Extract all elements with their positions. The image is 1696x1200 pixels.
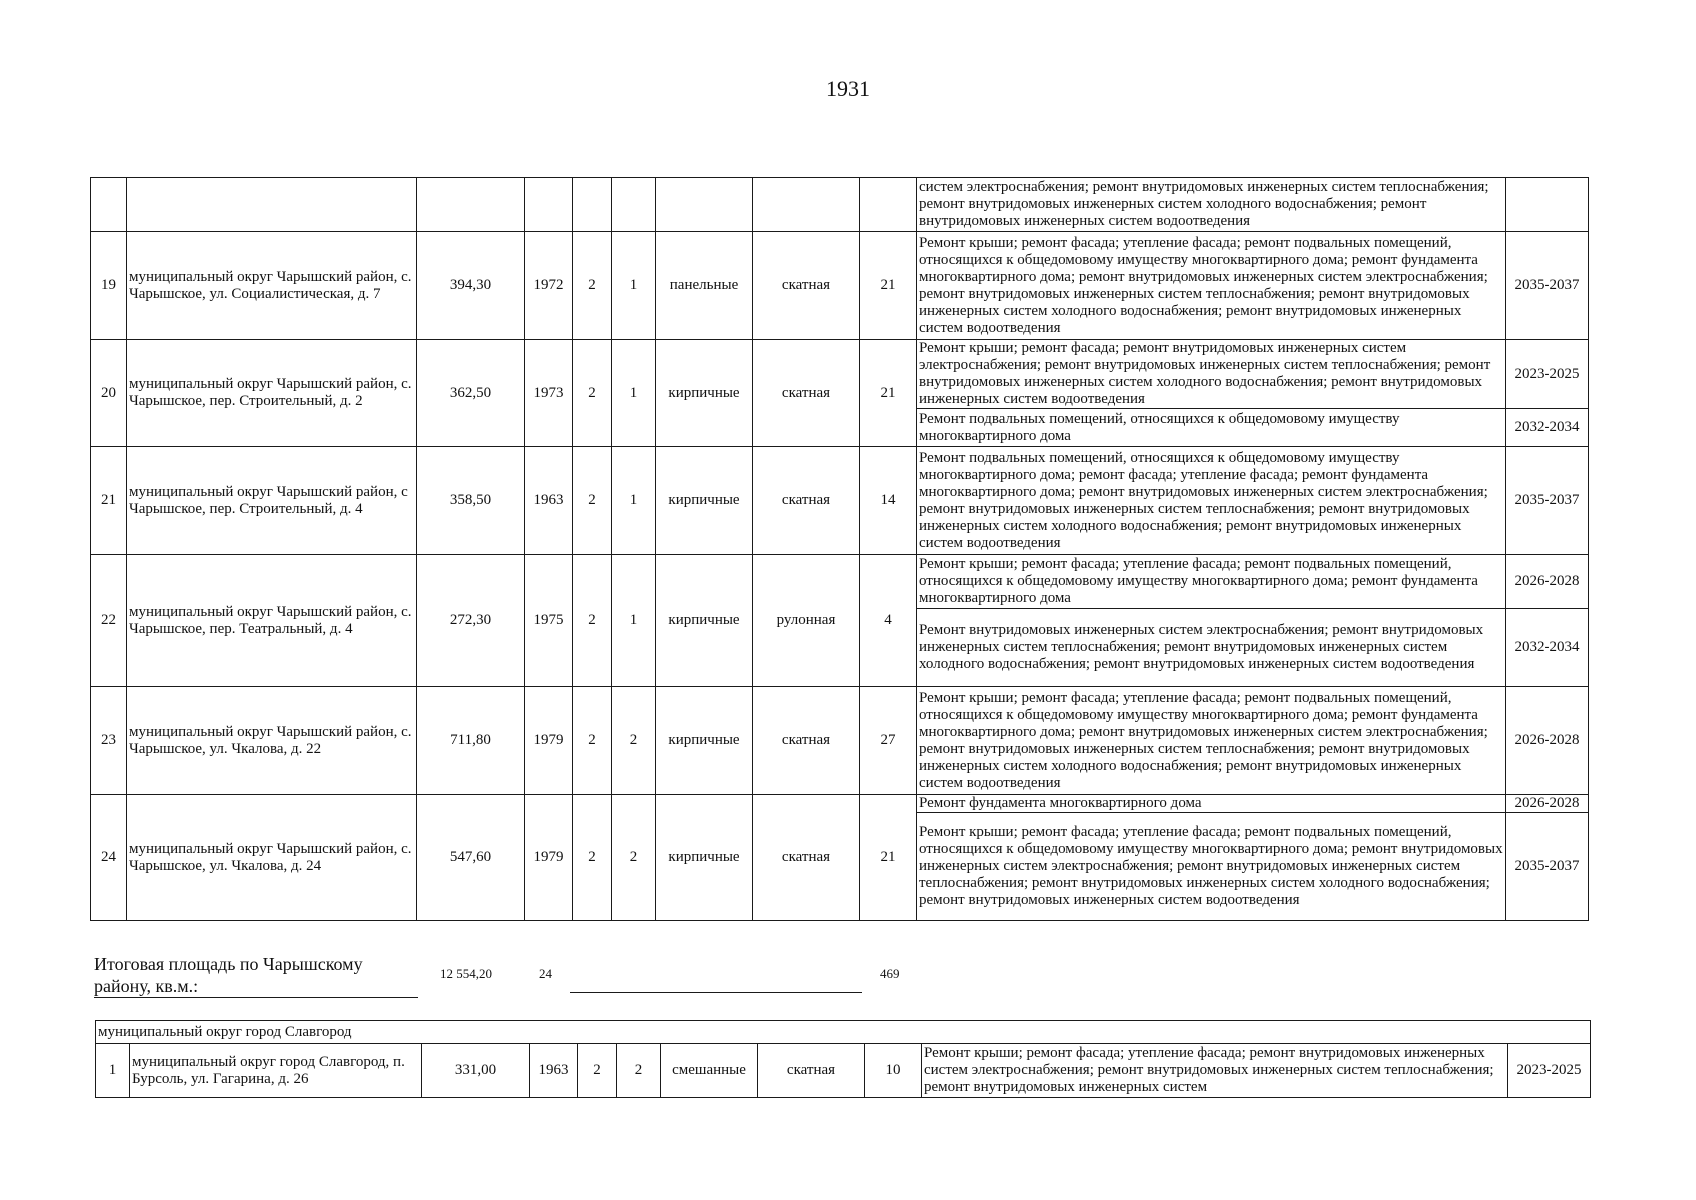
row-number: 23 [91, 687, 127, 795]
apartments-cell: 14 [860, 447, 917, 555]
address-cell: муниципальный округ Чарышский район, с. Чарышское, ул. Социалистическая, д. 7 [127, 232, 417, 340]
period-cell: 2032-2034 [1506, 609, 1589, 687]
walls-cell: смешанные [661, 1044, 758, 1098]
roof-cell: скатная [753, 687, 860, 795]
apartments-cell: 21 [860, 795, 917, 921]
address-cell: муниципальный округ Чарышский район, с. Чарышское, пер. Строительный, д. 2 [127, 340, 417, 447]
year-cell: 1979 [525, 687, 573, 795]
walls-cell: кирпичные [656, 795, 753, 921]
total-underline [570, 992, 862, 993]
address-cell: муниципальный округ Чарышский район, с Чарышское, пер. Строительный, д. 4 [127, 447, 417, 555]
year-cell [525, 178, 573, 232]
roof-cell: скатная [753, 232, 860, 340]
total-houses: 24 [539, 966, 552, 981]
roof-cell: рулонная [753, 555, 860, 687]
area-cell: 358,50 [417, 447, 525, 555]
address-cell: муниципальный округ Чарышский район, с. Чарышское, ул. Чкалова, д. 22 [127, 687, 417, 795]
roof-cell: скатная [753, 340, 860, 447]
address-cell: муниципальный округ Чарышский район, с. Чарышское, ул. Чкалова, д. 24 [127, 795, 417, 921]
year-cell: 1979 [525, 795, 573, 921]
table-row [91, 178, 1589, 232]
entrances-cell: 2 [612, 687, 656, 795]
row-number: 19 [91, 232, 127, 340]
district-header-row [96, 1021, 1591, 1044]
works-cell: Ремонт крыши; ремонт фасада; утепление фасада; ремонт подвальных помещений, относящихся к общедомовому имуществу многоквартирного дома; ремонт фундамента многоквартирного дома; ремонт внутридомовых инженерных систем электроснабжения; ремонт внутридомовых инженерных систем теплоснабжения; ремонт внутридомовых инженерных систем холодного водоснабжения; ремонт внутридомовых инженерных систем водоотведения [917, 687, 1506, 795]
entrances-cell: 1 [612, 447, 656, 555]
walls-cell: кирпичные [656, 555, 753, 687]
roof-cell: скатная [758, 1044, 865, 1098]
area-cell [417, 178, 525, 232]
apartments-cell [860, 178, 917, 232]
row-number: 20 [91, 340, 127, 447]
floors-cell: 2 [573, 795, 612, 921]
year-cell: 1975 [525, 555, 573, 687]
area-cell: 547,60 [417, 795, 525, 921]
floors-cell: 2 [573, 687, 612, 795]
table-row [91, 687, 1589, 795]
floors-cell: 2 [573, 447, 612, 555]
period-cell: 2026-2028 [1506, 687, 1589, 795]
entrances-cell [612, 178, 656, 232]
apartments-cell: 21 [860, 340, 917, 447]
floors-cell [573, 178, 612, 232]
roof-cell: скатная [753, 795, 860, 921]
area-cell: 394,30 [417, 232, 525, 340]
year-cell: 1972 [525, 232, 573, 340]
apartments-cell: 4 [860, 555, 917, 687]
walls-cell [656, 178, 753, 232]
floors-cell: 2 [573, 232, 612, 340]
works-cell: Ремонт подвальных помещений, относящихся к общедомовому имуществу многоквартирного дома [917, 409, 1506, 447]
table-row [91, 555, 1589, 609]
works-cell: Ремонт крыши; ремонт фасада; утепление фасада; ремонт внутридомовых инженерных систем электроснабжения; ремонт внутридомовых инженерных систем теплоснабжения; ремонт внутридомовых инженерных систем [922, 1044, 1508, 1098]
works-cell: Ремонт крыши; ремонт фасада; утепление фасада; ремонт подвальных помещений, относящихся к общедомовому имуществу многоквартирного дома; ремонт фундамента многоквартирного дома [917, 555, 1506, 609]
period-cell: 2023-2025 [1508, 1044, 1591, 1098]
works-cell: Ремонт крыши; ремонт фасада; утепление фасада; ремонт подвальных помещений, относящихся к общедомовому имуществу многоквартирного дома; ремонт фундамента многоквартирного дома; ремонт внутридомовых инженерных систем электроснабжения; ремонт внутридомовых инженерных систем теплоснабжения; ремонт внутридомовых инженерных систем холодного водоснабжения; ремонт внутридомовых инженерных систем водоотведения [917, 232, 1506, 340]
walls-cell: панельные [656, 232, 753, 340]
address-cell: муниципальный округ город Славгород, п. Бурсоль, ул. Гагарина, д. 26 [130, 1044, 422, 1098]
roof-cell: скатная [753, 447, 860, 555]
apartments-cell: 27 [860, 687, 917, 795]
total-apartments: 469 [880, 966, 900, 981]
row-number [91, 178, 127, 232]
row-number: 24 [91, 795, 127, 921]
works-cell: Ремонт крыши; ремонт фасада; ремонт внутридомовых инженерных систем электроснабжения; ремонт внутридомовых инженерных систем теплоснабжения; ремонт внутридомовых инженерных систем холодного водоснабжения; ремонт внутридомовых инженерных систем водоотведения [917, 340, 1506, 409]
row-number: 21 [91, 447, 127, 555]
year-cell: 1963 [525, 447, 573, 555]
row-number: 22 [91, 555, 127, 687]
floors-cell: 2 [578, 1044, 617, 1098]
row-number: 1 [96, 1044, 130, 1098]
entrances-cell: 2 [612, 795, 656, 921]
page-number: 1931 [826, 76, 870, 101]
table-row [96, 1044, 1591, 1098]
area-cell: 711,80 [417, 687, 525, 795]
total-area: 12 554,20 [440, 966, 492, 981]
housing-table [90, 177, 1589, 921]
walls-cell: кирпичные [656, 447, 753, 555]
works-cell: систем электроснабжения; ремонт внутридомовых инженерных систем теплоснабжения; ремонт внутридомовых инженерных систем холодного водоснабжения; ремонт внутридомовых инженерных систем водоотведения [917, 178, 1506, 232]
area-cell: 331,00 [422, 1044, 530, 1098]
apartments-cell: 21 [860, 232, 917, 340]
works-cell: Ремонт фундамента многоквартирного дома [917, 795, 1506, 813]
period-cell: 2035-2037 [1506, 447, 1589, 555]
entrances-cell: 1 [612, 340, 656, 447]
period-cell [1506, 178, 1589, 232]
entrances-cell: 1 [612, 232, 656, 340]
works-cell: Ремонт внутридомовых инженерных систем электроснабжения; ремонт внутридомовых инженерных систем теплоснабжения; ремонт внутридомовых инженерных систем холодного водоснабжения; ремонт внутридомовых инженерных систем водоотведения [917, 609, 1506, 687]
total-label: Итоговая площадь по Чарышскому району, кв.м.: [94, 953, 418, 998]
floors-cell: 2 [573, 555, 612, 687]
walls-cell: кирпичные [656, 687, 753, 795]
table-row [91, 447, 1589, 555]
roof-cell [753, 178, 860, 232]
address-cell: муниципальный округ Чарышский район, с. Чарышское, пер. Театральный, д. 4 [127, 555, 417, 687]
period-cell: 2026-2028 [1506, 555, 1589, 609]
address-cell [127, 178, 417, 232]
district-title: муниципальный округ город Славгород [96, 1021, 1591, 1044]
table-row [91, 232, 1589, 340]
entrances-cell: 1 [612, 555, 656, 687]
apartments-cell: 10 [865, 1044, 922, 1098]
slavgorod-table [95, 1020, 1591, 1098]
entrances-cell: 2 [617, 1044, 661, 1098]
period-cell: 2035-2037 [1506, 232, 1589, 340]
period-cell: 2032-2034 [1506, 409, 1589, 447]
area-cell: 362,50 [417, 340, 525, 447]
works-cell: Ремонт подвальных помещений, относящихся к общедомовому имуществу многоквартирного дома; ремонт фасада; утепление фасада; ремонт фундамента многоквартирного дома; ремонт внутридомовых инженерных систем электроснабжения; ремонт внутридомовых инженерных систем теплоснабжения; ремонт внутридомовых инженерных систем холодного водоснабжения; ремонт внутридомовых инженерных систем водоотведения [917, 447, 1506, 555]
year-cell: 1963 [530, 1044, 578, 1098]
works-cell: Ремонт крыши; ремонт фасада; утепление фасада; ремонт подвальных помещений, относящихся к общедомовому имуществу многоквартирного дома; ремонт внутридомовых инженерных систем электроснабжения; ремонт внутридомовых инженерных систем теплоснабжения; ремонт внутридомовых инженерных систем холодного водоснабжения; ремонт внутридомовых инженерных систем водоотведения [917, 813, 1506, 921]
walls-cell: кирпичные [656, 340, 753, 447]
table-row [91, 340, 1589, 409]
floors-cell: 2 [573, 340, 612, 447]
table-row [91, 795, 1589, 813]
year-cell: 1973 [525, 340, 573, 447]
period-cell: 2023-2025 [1506, 340, 1589, 409]
period-cell: 2026-2028 [1506, 795, 1589, 813]
period-cell: 2035-2037 [1506, 813, 1589, 921]
area-cell: 272,30 [417, 555, 525, 687]
